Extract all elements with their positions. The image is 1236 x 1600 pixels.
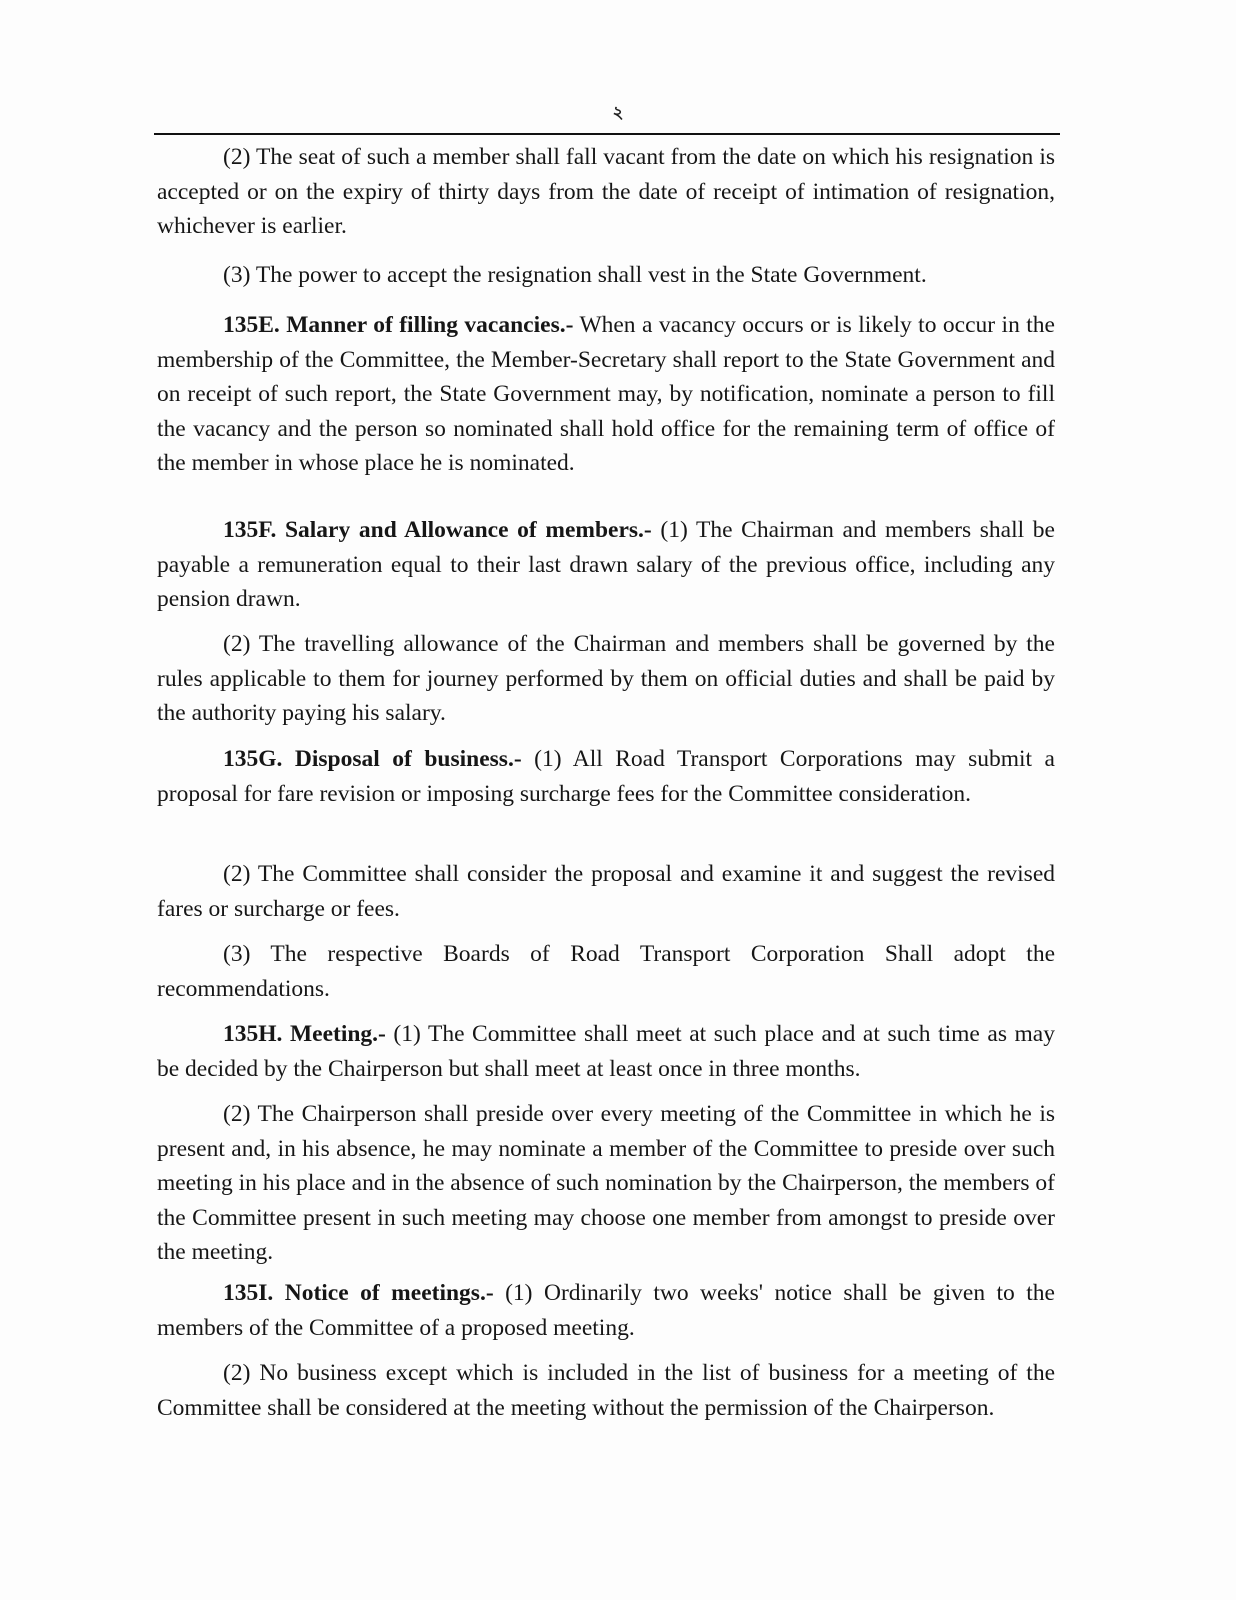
section-heading: 135E. Manner of filling vacancies.- [223, 312, 574, 338]
paragraph-135h-2 [157, 1097, 1055, 1270]
paragraph-135f-2 [157, 627, 1055, 731]
section-135f [157, 513, 1055, 617]
paragraph-135g-3 [157, 937, 1055, 1006]
section-135i [157, 1276, 1055, 1345]
section-135g [157, 742, 1055, 811]
header-divider [154, 133, 1060, 135]
paragraph-135d-3 [157, 258, 1055, 293]
section-heading: 135I. Notice of meetings.- [223, 1280, 494, 1306]
paragraph-text: (2) The Committee shall consider the proposal and examine it and suggest the revised fares or surcharge or fees. [157, 861, 1055, 922]
section-heading: 135F. Salary and Allowance of members.- [223, 517, 652, 543]
paragraph-text: (2) The travelling allowance of the Chairman and members shall be governed by the rules applicable to them for journey performed by them on official duties and shall be paid by the authority paying his salary. [157, 631, 1055, 726]
paragraph-text: (3) The power to accept the resignation shall vest in the State Government. [223, 262, 927, 288]
paragraph-135d-2 [157, 140, 1055, 244]
section-heading: 135H. Meeting.- [223, 1021, 386, 1047]
section-135h [157, 1017, 1055, 1086]
paragraph-135i-2 [157, 1356, 1055, 1425]
section-135e [157, 308, 1055, 481]
paragraph-135g-2 [157, 857, 1055, 926]
paragraph-text: (1) All Road Transport Corporations may submit a proposal for fare revision or imposing surcharge fees for the Committee consideration. [157, 746, 1055, 807]
paragraph-text: (1) Ordinarily two weeks' notice shall be given to the members of the Committee of a proposed meeting. [157, 1280, 1055, 1341]
paragraph-text: (3) The respective Boards of Road Transport Corporation Shall adopt the recommendations. [157, 941, 1055, 1002]
section-heading: 135G. Disposal of business.- [223, 746, 522, 772]
paragraph-text: (2) The Chairperson shall preside over every meeting of the Committee in which he is present and, in his absence, he may nominate a member of the Committee to preside over such meeting in his place and in the absence of such nomination by the Chairperson, the members of the Committee present in such meeting may choose one member from amongst to preside over the meeting. [157, 1101, 1055, 1265]
paragraph-text: When a vacancy occurs or is likely to occur in the membership of the Committee, the Member-Secretary shall report to the State Government and on receipt of such report, the State Government may, by notification, nominate a person to fill the vacancy and the person so nominated shall hold office for the remaining term of office of the member in whose place he is nominated. [157, 312, 1055, 476]
paragraph-text: (1) The Chairman and members shall be payable a remuneration equal to their last drawn salary of the previous office, including any pension drawn. [157, 517, 1055, 612]
paragraph-text: (2) The seat of such a member shall fall vacant from the date on which his resignation is accepted or on the expiry of thirty days from the date of receipt of intimation of resignation, whichever is earlier. [157, 144, 1055, 239]
paragraph-text: (2) No business except which is included in the list of business for a meeting of the Committee shall be considered at the meeting without the permission of the Chairperson. [157, 1360, 1055, 1421]
paragraph-text: (1) The Committee shall meet at such place and at such time as may be decided by the Chairperson but shall meet at least once in three months. [157, 1021, 1055, 1082]
page-number: ২ [612, 103, 624, 123]
